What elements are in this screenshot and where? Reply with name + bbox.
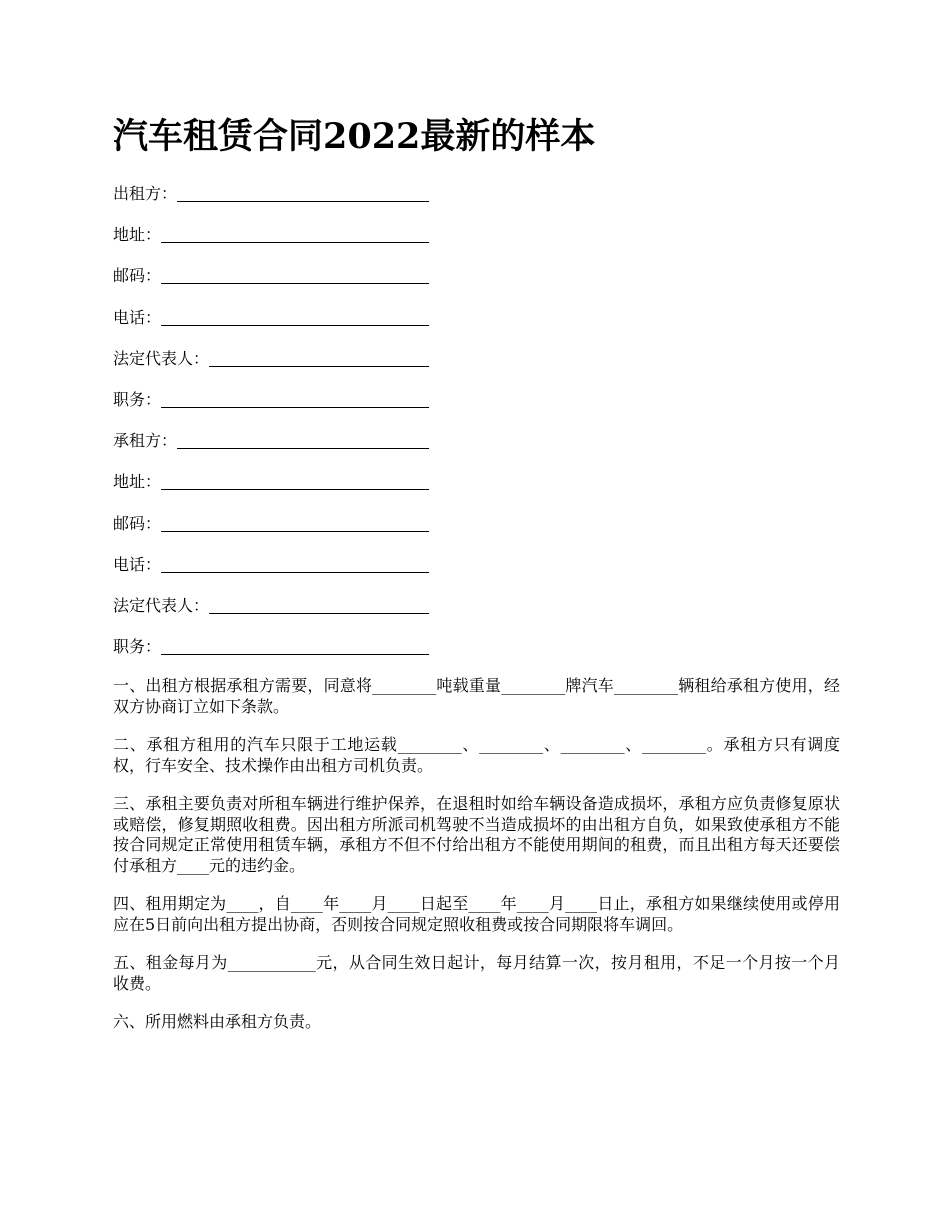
field-label: 邮码： xyxy=(113,513,162,533)
clause-4: 四、租用期定为____，自____年____月____日起至____年____月____日止，承租方如果继续使用或停用应在5日前向出租方提出协商，否则按合同规定照收租费或按合同期限将车调回。 xyxy=(113,894,840,934)
blank-line xyxy=(161,638,429,655)
clause-5: 五、租金每月为___________元，从合同生效日起计，每月结算一次，按月租用，不足一个月按一个月收费。 xyxy=(113,953,840,993)
lessor-address-field xyxy=(113,225,429,245)
document-page xyxy=(113,112,840,1051)
blank-line xyxy=(161,309,429,326)
lessor-name-field xyxy=(113,184,429,204)
blank-line xyxy=(161,556,429,573)
field-label: 职务： xyxy=(113,637,162,657)
field-label: 地址： xyxy=(113,472,162,492)
blank-line xyxy=(161,515,429,532)
field-label: 法定代表人： xyxy=(113,595,210,615)
field-label: 出租方： xyxy=(113,184,178,203)
lessee-postcode-field xyxy=(113,514,429,534)
field-label: 职务： xyxy=(113,389,162,409)
lessor-phone-field xyxy=(113,308,429,328)
blank-line xyxy=(209,350,429,367)
blank-line xyxy=(161,226,429,243)
lessee-position-field xyxy=(113,637,429,657)
field-label: 地址： xyxy=(113,225,162,245)
blank-line xyxy=(177,432,429,449)
field-label: 邮码： xyxy=(113,266,162,286)
clause-2: 二、承租方租用的汽车只限于工地运载________、________、________、________。承租方只有调度权，行车安全、技术操作由出租方司机负责。 xyxy=(113,735,840,775)
lessee-name-field xyxy=(113,431,429,451)
field-label: 法定代表人： xyxy=(113,348,210,368)
field-label: 电话： xyxy=(113,554,162,574)
lessee-phone-field xyxy=(113,555,429,575)
lessor-representative-field xyxy=(113,349,429,369)
field-label: 电话： xyxy=(113,307,162,327)
blank-line xyxy=(161,391,429,408)
blank-line xyxy=(161,267,429,284)
lessor-position-field xyxy=(113,390,429,410)
field-label: 承租方： xyxy=(113,431,178,451)
blank-line xyxy=(177,185,429,202)
clause-1: 一、出租方根据承租方需要，同意将________吨载重量________牌汽车________辆租给承租方使用，经双方协商订立如下条款。 xyxy=(113,676,840,716)
clause-3: 三、承租主要负责对所租车辆进行维护保养，在退租时如给车辆设备造成损坏，承租方应负责修复原状或赔偿，修复期照收租费。因出租方所派司机驾驶不当造成损坏的由出租方自负，如果致使承租方不能按合同规定正常使用租赁车辆，承租方不但不付给出租方不能使用期间的租费，而且出租方每天还要偿付承租方____元的违约金。 xyxy=(113,794,840,875)
blank-line xyxy=(209,597,429,614)
blank-line xyxy=(161,473,429,490)
lessee-representative-field xyxy=(113,596,429,616)
lessee-address-field xyxy=(113,472,429,492)
clause-6: 六、所用燃料由承租方负责。 xyxy=(113,1012,322,1032)
lessor-postcode-field xyxy=(113,266,429,286)
party-fields xyxy=(113,184,840,657)
document-title: 汽车租赁合同2022最新的样本 xyxy=(113,116,596,157)
